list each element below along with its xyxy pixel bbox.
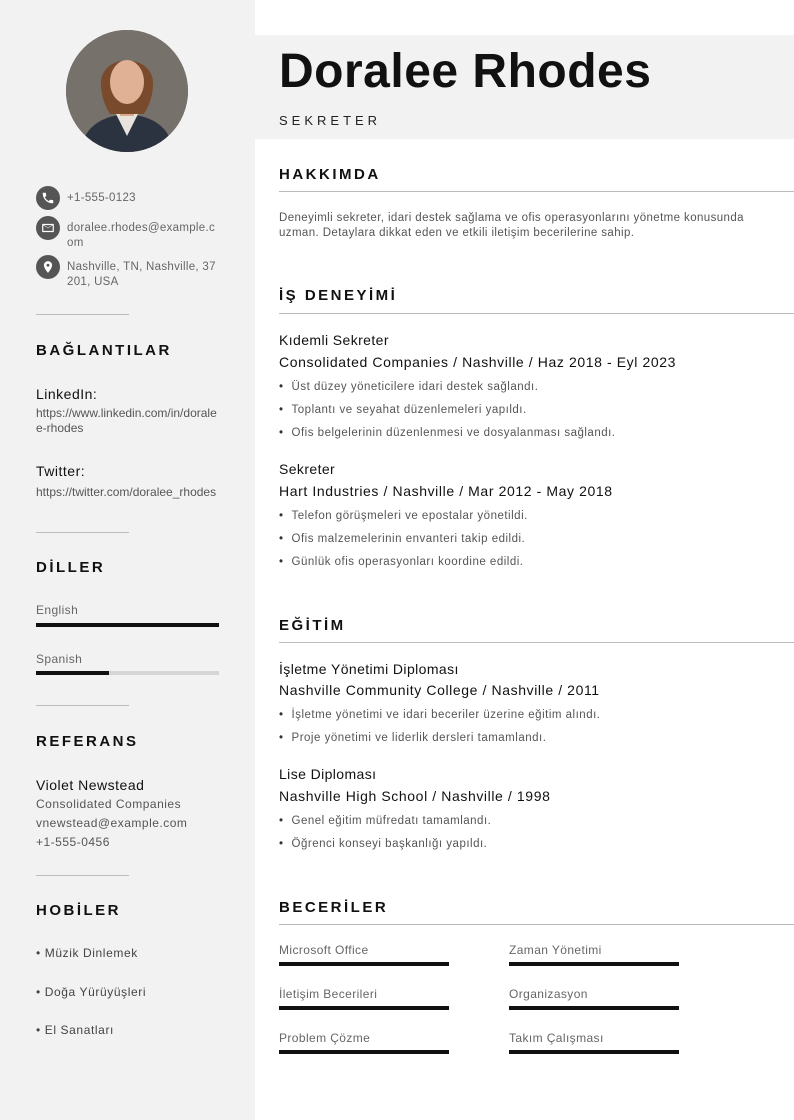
skills-title: BECERİLER xyxy=(279,899,389,916)
hobbies-title: HOBİLER xyxy=(36,902,121,919)
education-bullet: • Proje yönetimi ve liderlik dersleri tamamlandı. xyxy=(279,732,546,744)
profile-photo xyxy=(66,30,188,152)
job-bullet: • Günlük ofis operasyonları koordine edildi. xyxy=(279,556,523,568)
language-name: English xyxy=(36,603,79,617)
experience-title: İŞ DENEYİMİ xyxy=(279,287,398,304)
skill-level-fill xyxy=(279,1006,449,1010)
section-divider xyxy=(279,924,794,925)
reference-company: Consolidated Companies xyxy=(36,797,182,811)
sidebar-divider xyxy=(36,314,129,315)
language-level-fill xyxy=(36,623,219,627)
skill-name: Takım Çalışması xyxy=(509,1031,604,1045)
about-text: Deneyimli sekreter, idari destek sağlama ve ofis operasyonlarını yönetme konusunda uzman. Detaylara dikkat eden ve etkili iletişim becerilerine sahip. xyxy=(279,212,744,239)
location-pin-icon xyxy=(36,255,60,279)
language-level-fill xyxy=(36,671,109,675)
sidebar-divider xyxy=(36,705,129,706)
contact-address xyxy=(36,255,219,290)
education-bullet: • İşletme yönetimi ve idari beceriler üzerine eğitim alındı. xyxy=(279,709,600,721)
about-title: HAKKIMDA xyxy=(279,166,381,183)
reference-phone: +1-555-0456 xyxy=(36,835,110,849)
section-divider xyxy=(279,191,794,192)
skill-level-bar xyxy=(509,1006,679,1010)
twitter-label: Twitter: xyxy=(36,463,86,479)
email-text[interactable]: doralee.rhodes@example.com xyxy=(67,222,216,249)
skill-level-fill xyxy=(509,962,679,966)
references-title: REFERANS xyxy=(36,733,139,750)
skill-name: Organizasyon xyxy=(509,987,588,1001)
skill-level-bar xyxy=(509,1050,679,1054)
skill-level-bar xyxy=(279,1006,449,1010)
skill-level-fill xyxy=(509,1050,679,1054)
job-company-line: Consolidated Companies / Nashville / Haz 2018 - Eyl 2023 xyxy=(279,354,677,370)
job-bullet: • Üst düzey yöneticilere idari destek sağlandı. xyxy=(279,381,538,393)
job-bullet: • Toplantı ve seyahat düzenlemeleri yapıldı. xyxy=(279,404,527,416)
job-bullet: • Ofis belgelerinin düzenlenmesi ve dosyalanması sağlandı. xyxy=(279,427,616,439)
skill-level-bar xyxy=(509,962,679,966)
twitter-link[interactable]: https://twitter.com/doralee_rhodes xyxy=(36,485,217,499)
education-degree: İşletme Yönetimi Diploması xyxy=(279,661,459,677)
job-role: Sekreter xyxy=(279,461,336,477)
reference-name: Violet Newstead xyxy=(36,777,145,793)
language-level-bar xyxy=(36,671,219,675)
job-company-line: Hart Industries / Nashville / Mar 2012 - May 2018 xyxy=(279,483,613,499)
education-title: EĞİTİM xyxy=(279,617,346,634)
job-bullet: • Ofis malzemelerinin envanteri takip edildi. xyxy=(279,533,525,545)
envelope-icon xyxy=(36,216,60,240)
phone-text: +1-555-0123 xyxy=(67,192,136,204)
skill-level-fill xyxy=(279,962,449,966)
skill-level-bar xyxy=(279,962,449,966)
section-divider xyxy=(279,313,794,314)
education-school-line: Nashville Community College / Nashville / 2011 xyxy=(279,682,600,698)
skill-name: Zaman Yönetimi xyxy=(509,943,602,957)
skill-level-bar xyxy=(279,1050,449,1054)
reference-email[interactable]: vnewstead@example.com xyxy=(36,816,188,830)
sidebar-divider xyxy=(36,532,129,533)
languages-title: DİLLER xyxy=(36,559,106,576)
contact-email xyxy=(36,216,219,251)
language-level-bar xyxy=(36,623,219,627)
hobby-item: • Doğa Yürüyüşleri xyxy=(36,985,147,999)
candidate-name: Doralee Rhodes xyxy=(279,45,652,98)
skill-level-fill xyxy=(509,1006,679,1010)
job-role: Kıdemli Sekreter xyxy=(279,332,389,348)
candidate-job-title: SEKRETER xyxy=(279,113,382,128)
education-degree: Lise Diploması xyxy=(279,766,377,782)
links-title: BAĞLANTILAR xyxy=(36,342,172,359)
language-name: Spanish xyxy=(36,652,83,666)
address-text: Nashville, TN, Nashville, 37201, USA xyxy=(67,261,216,288)
skill-level-fill xyxy=(279,1050,449,1054)
section-divider xyxy=(279,642,794,643)
job-bullet: • Telefon görüşmeleri ve epostalar yönetildi. xyxy=(279,510,528,522)
contact-phone xyxy=(36,186,219,210)
education-bullet: • Genel eğitim müfredatı tamamlandı. xyxy=(279,815,491,827)
education-bullet: • Öğrenci konseyi başkanlığı yapıldı. xyxy=(279,838,487,850)
sidebar-divider xyxy=(36,875,129,876)
linkedin-link[interactable]: https://www.linkedin.com/in/doralee-rhodes xyxy=(36,406,217,435)
linkedin-label: LinkedIn: xyxy=(36,386,98,402)
hobby-item: • Müzik Dinlemek xyxy=(36,946,138,960)
skill-name: İletişim Becerileri xyxy=(279,987,378,1001)
hobby-item: • El Sanatları xyxy=(36,1023,114,1037)
skill-name: Problem Çözme xyxy=(279,1031,371,1045)
skill-name: Microsoft Office xyxy=(279,943,369,957)
phone-icon xyxy=(36,186,60,210)
education-school-line: Nashville High School / Nashville / 1998 xyxy=(279,788,551,804)
